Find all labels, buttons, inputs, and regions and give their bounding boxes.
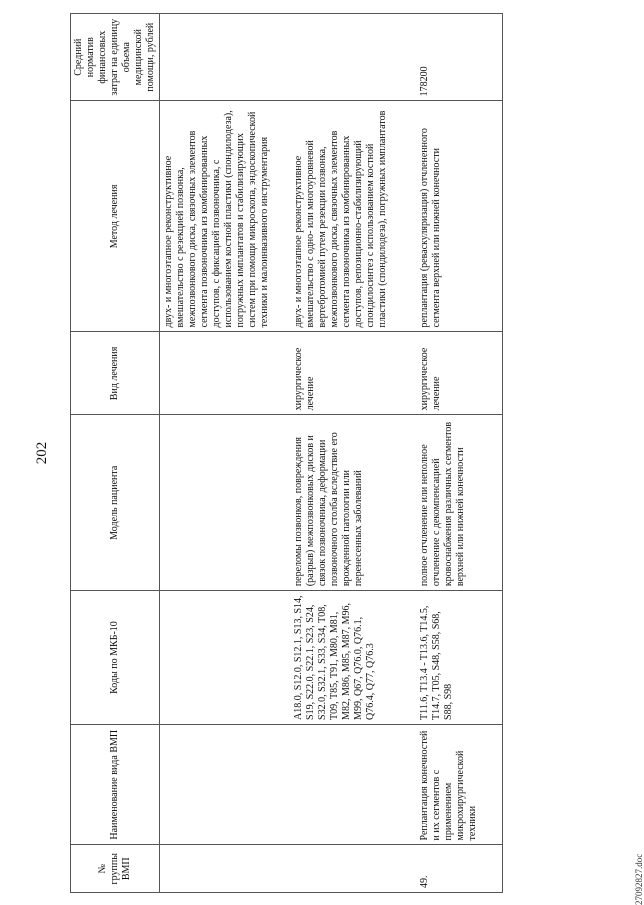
cell-model xyxy=(160,414,291,590)
cell-cost xyxy=(290,13,416,100)
document-footer-filename: 27092827.doc xyxy=(634,853,644,905)
page-number: 202 xyxy=(34,441,50,464)
header-treatment-type: Вид лечения xyxy=(71,331,160,414)
cell-model: переломы позвонков, повреждения (разрыв) межпозвонковых дисков и связок позвоночника, деформации позвоночного столба вследствие его врожденной патологии или перенесенных заболеваний xyxy=(290,414,416,590)
cell-name: Реплантация конечностей и их сегментов с применением микрохирургической техники xyxy=(416,724,503,845)
cell-treatment-type: хирургическое лечение xyxy=(416,331,503,414)
table-header-row xyxy=(71,13,160,892)
header-method: Метод лечения xyxy=(71,100,160,331)
table-row xyxy=(160,13,291,892)
cell-method: реплантация (реваскуляризация) отчлененного сегмента верхней или нижней конечности xyxy=(416,100,503,331)
cell-name xyxy=(290,724,416,845)
header-name: Наименование вида ВМП xyxy=(71,724,160,845)
treatment-table-wrapper xyxy=(70,13,610,893)
treatment-table xyxy=(70,13,503,893)
cell-name xyxy=(160,724,291,845)
cell-codes: A18.0, S12.0, S12.1, S13, S14, S19, S22.0, S22.1, S23, S24, S32.0, S32.1, S33, S34, T08, T09, T85, T91, M80, M81, M82, M86, M85, M87, M96, M99, Q67, Q76.0, Q76.1, Q76.4, Q77, Q76.3 xyxy=(290,590,416,724)
header-cost: Средний норматив финансовых затрат на единицу объема медицинской помощи, рублей xyxy=(71,13,160,100)
cell-treatment-type xyxy=(160,331,291,414)
table-row xyxy=(416,13,503,892)
cell-cost xyxy=(160,13,291,100)
cell-method: двух- и многоэтапное реконструктивное вмешательство с резекцией позвонка, межпозвонкового диска, связочных элементов сегмента позвоночника из комбинированных доступов, с фиксацией позвоночника, с использованием костной пластики (спондилодеза), погружных имплантатов и стабилизирующих систем при помощи микроскопа, эндоскопической техники и малоинвазивного инструментария xyxy=(160,100,291,331)
rotated-content xyxy=(30,13,644,905)
cell-treatment-type: хирургическое лечение xyxy=(290,331,416,414)
cell-cost: 178200 xyxy=(416,13,503,100)
header-codes: Коды по МКБ-10 xyxy=(71,590,160,724)
cell-model: полное отчленение или неполное отчленение с декомпенсацией кровоснабжения различных сегментов верхней или нижней конечности xyxy=(416,414,503,590)
cell-codes xyxy=(160,590,291,724)
cell-method: двух- и многоэтапное реконструктивное вмешательство с одно- или многоуровневой вертебротомией путем резекции позвонка, межпозвонкового диска, связочных элементов сегмента позвоночника из комбинированных доступов, репозиционно-стабилизирующий спондилосинтез с использованием костной пластики (спондилодеза), погружных имплантатов xyxy=(290,100,416,331)
cell-group-no xyxy=(160,844,291,892)
cell-codes: T11.6, T13.4 - T13.6, T14.5, T14.7, T05, S48, S58, S68, S88, S98 xyxy=(416,590,503,724)
table-row xyxy=(290,13,416,892)
cell-group-no xyxy=(290,844,416,892)
header-group-no: № группы ВМП xyxy=(71,844,160,892)
header-model: Модель пациента xyxy=(71,414,160,590)
cell-group-no: 49. xyxy=(416,844,503,892)
